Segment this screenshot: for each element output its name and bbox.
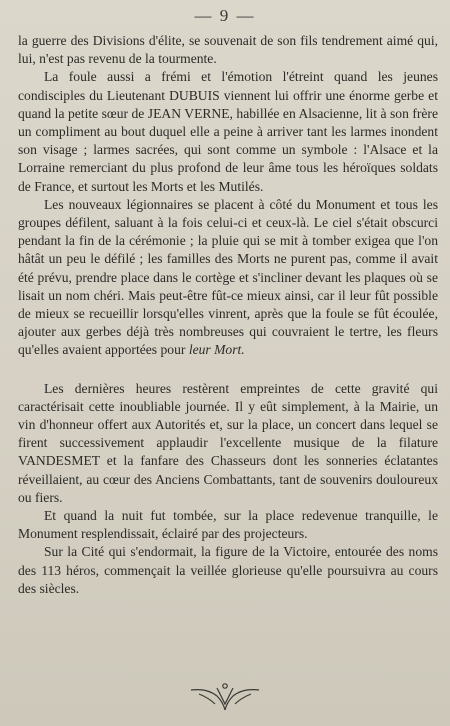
fleuron-ornament-icon	[185, 680, 265, 714]
section-gap	[18, 360, 438, 380]
body-text	[18, 32, 438, 598]
paragraph: La foule aussi a frémi et l'émotion l'étreint quand les jeunes condisciples du Lieutenant DUBUIS viennent lui offrir une énorme gerbe et quand la petite sœur de JEAN VERNE, habillée en Alsacienne, lit à son frère un compliment au bout duquel elle a peine à arriver tant les larmes inondent son visage ; larmes sacrées, qui sont comme un symbole : l'Alsace et la Lorraine remerciant du plus profond de leur âme tous les héroïques soldats de France, et surtout les Morts et les Mutilés.	[18, 69, 438, 194]
paragraph: la guerre des Divisions d'élite, se souvenait de son fils tendrement aimé qui, lui, n'est pas revenu de la tourmente.	[18, 33, 438, 67]
paragraph-text: Les nouveaux légionnaires se placent à côté du Monument et tous les groupes défilent, saluant à la fois celui-ci et ceux-là. Le ciel s'était obscurci pendant la fin de la cérémonie ; la pluie qui se mit à tomber exigea que l'on hâtât un peu le défilé ; les familles des Morts ne purent pas, comme il avait été prévu, prendre place dans le cortège et s'incliner devant les plaques où se lisait un nom chéri. Mais peut-être fût-ce mieux ainsi, car il leur fût possible de mieux se recueillir lorsqu'elles vinrent, après que la foule se fût écoulée, ajouter aux gerbes déjà très nombreuses qui couvraient le tertre, les fleurs qu'elles avaient apportées pour	[18, 196, 438, 358]
paragraph: Les dernières heures restèrent empreintes de cette gravité qui caractérisait cette inoubliable journée. Il y eût simplement, à la Mairie, un vin d'honneur offert aux Autorités et, sur la place, un concert dans lequel se firent successivement applaudir l'excellente musique de la filature VANDESMET et la fanfare des Chasseurs dont les sonneries éclatantes réveillaient, au cœur des Anciens Combattants, tant de souvenirs douloureux ou fiers.	[18, 380, 438, 505]
emphasis-text: leur Mort.	[188, 342, 245, 358]
page-number: — 9 —	[194, 6, 256, 25]
paragraph: Et quand la nuit fut tombée, sur la place redevenue tranquille, le Monument resplendissait, éclairé par des projecteurs.	[18, 508, 438, 542]
paragraph	[18, 196, 438, 360]
paragraph: Sur la Cité qui s'endormait, la figure de la Victoire, entourée des noms des 113 héros, commençait la veillée glorieuse qu'elle poursuivra au cours des siècles.	[18, 544, 438, 596]
